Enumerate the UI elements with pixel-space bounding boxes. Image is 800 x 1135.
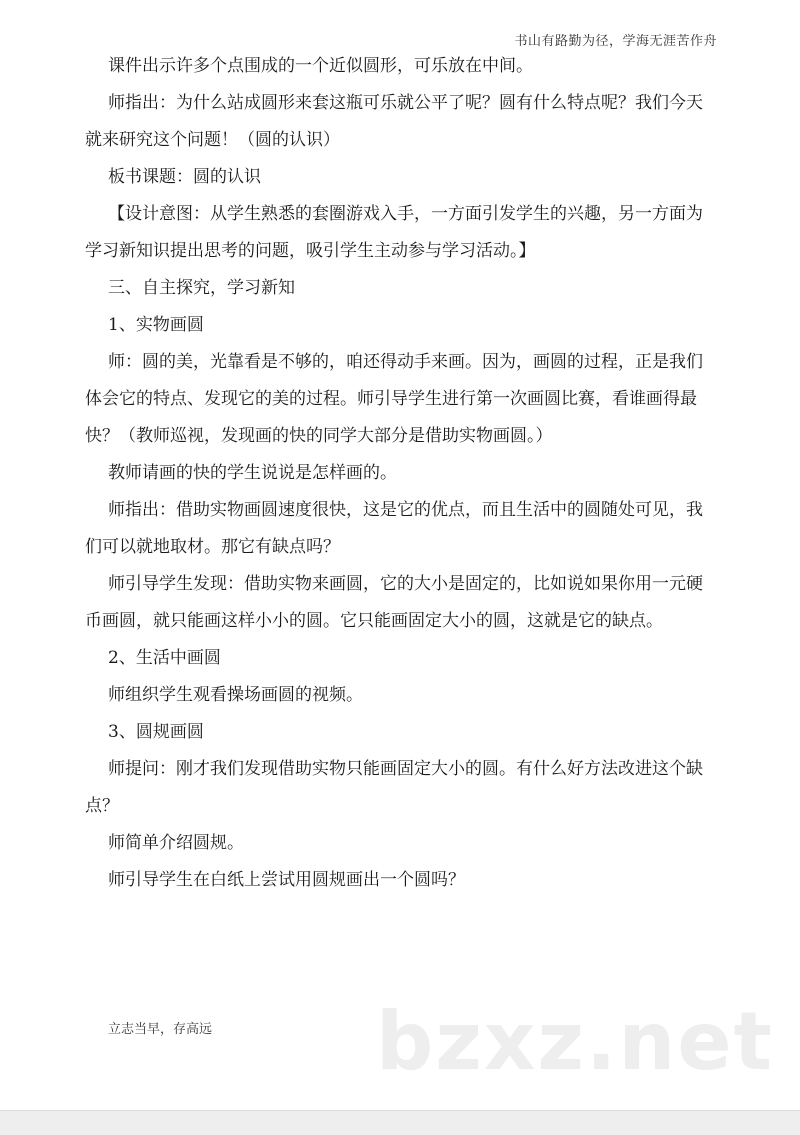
paragraph: 教师请画的快的学生说说是怎样画的。 xyxy=(108,463,397,483)
paragraph: 课件出示许多个点围成的一个近似圆形，可乐放在中间。 xyxy=(108,56,533,76)
watermark-logo: bzxz.net xyxy=(376,995,774,1088)
paragraph: 师引导学生在白纸上尝试用圆规画出一个圆吗？ xyxy=(108,870,465,890)
footer-motto: 立志当早，存高远 xyxy=(108,1022,213,1037)
viewer-bottom-strip xyxy=(0,1110,800,1135)
header-motto: 书山有路勤为径，学海无涯苦作舟 xyxy=(514,34,717,49)
paragraph: 板书课题：圆的认识 xyxy=(108,167,261,187)
paragraph: 师指出：为什么站成圆形来套这瓶可乐就公平了呢？圆有什么特点呢？我们今天就来研究这个问题！（圆的认识） xyxy=(85,93,703,150)
document-body xyxy=(85,48,710,899)
paragraph: 师引导学生发现：借助实物来画圆，它的大小是固定的，比如说如果你用一元硬币画圆，就只能画这样小小的圆。它只能画固定大小的圆，这就是它的缺点。 xyxy=(85,574,703,631)
section-heading: 三、自主探究，学习新知 xyxy=(108,278,295,298)
paragraph: 师简单介绍圆规。 xyxy=(108,833,244,853)
subsection-heading: 1、实物画圆 xyxy=(108,315,204,335)
paragraph: 师：圆的美，光靠看是不够的，咱还得动手来画。因为，画圆的过程，正是我们体会它的特点、发现它的美的过程。师引导学生进行第一次画圆比赛，看谁画得最快？（教师巡视，发现画的快的同学大部分是借助实物画圆。） xyxy=(85,352,703,446)
paragraph: 师指出：借助实物画圆速度很快，这是它的优点，而且生活中的圆随处可见，我们可以就地取材。那它有缺点吗？ xyxy=(85,500,703,557)
paragraph: 师提问：刚才我们发现借助实物只能画固定大小的圆。有什么好方法改进这个缺点？ xyxy=(85,759,703,816)
subsection-heading: 3、圆规画圆 xyxy=(108,722,204,742)
paragraph: 【设计意图：从学生熟悉的套圈游戏入手，一方面引发学生的兴趣，另一方面为学习新知识提出思考的问题，吸引学生主动参与学习活动。】 xyxy=(85,204,703,261)
paragraph: 师组织学生观看操场画圆的视频。 xyxy=(108,685,363,705)
subsection-heading: 2、生活中画圆 xyxy=(108,648,221,668)
